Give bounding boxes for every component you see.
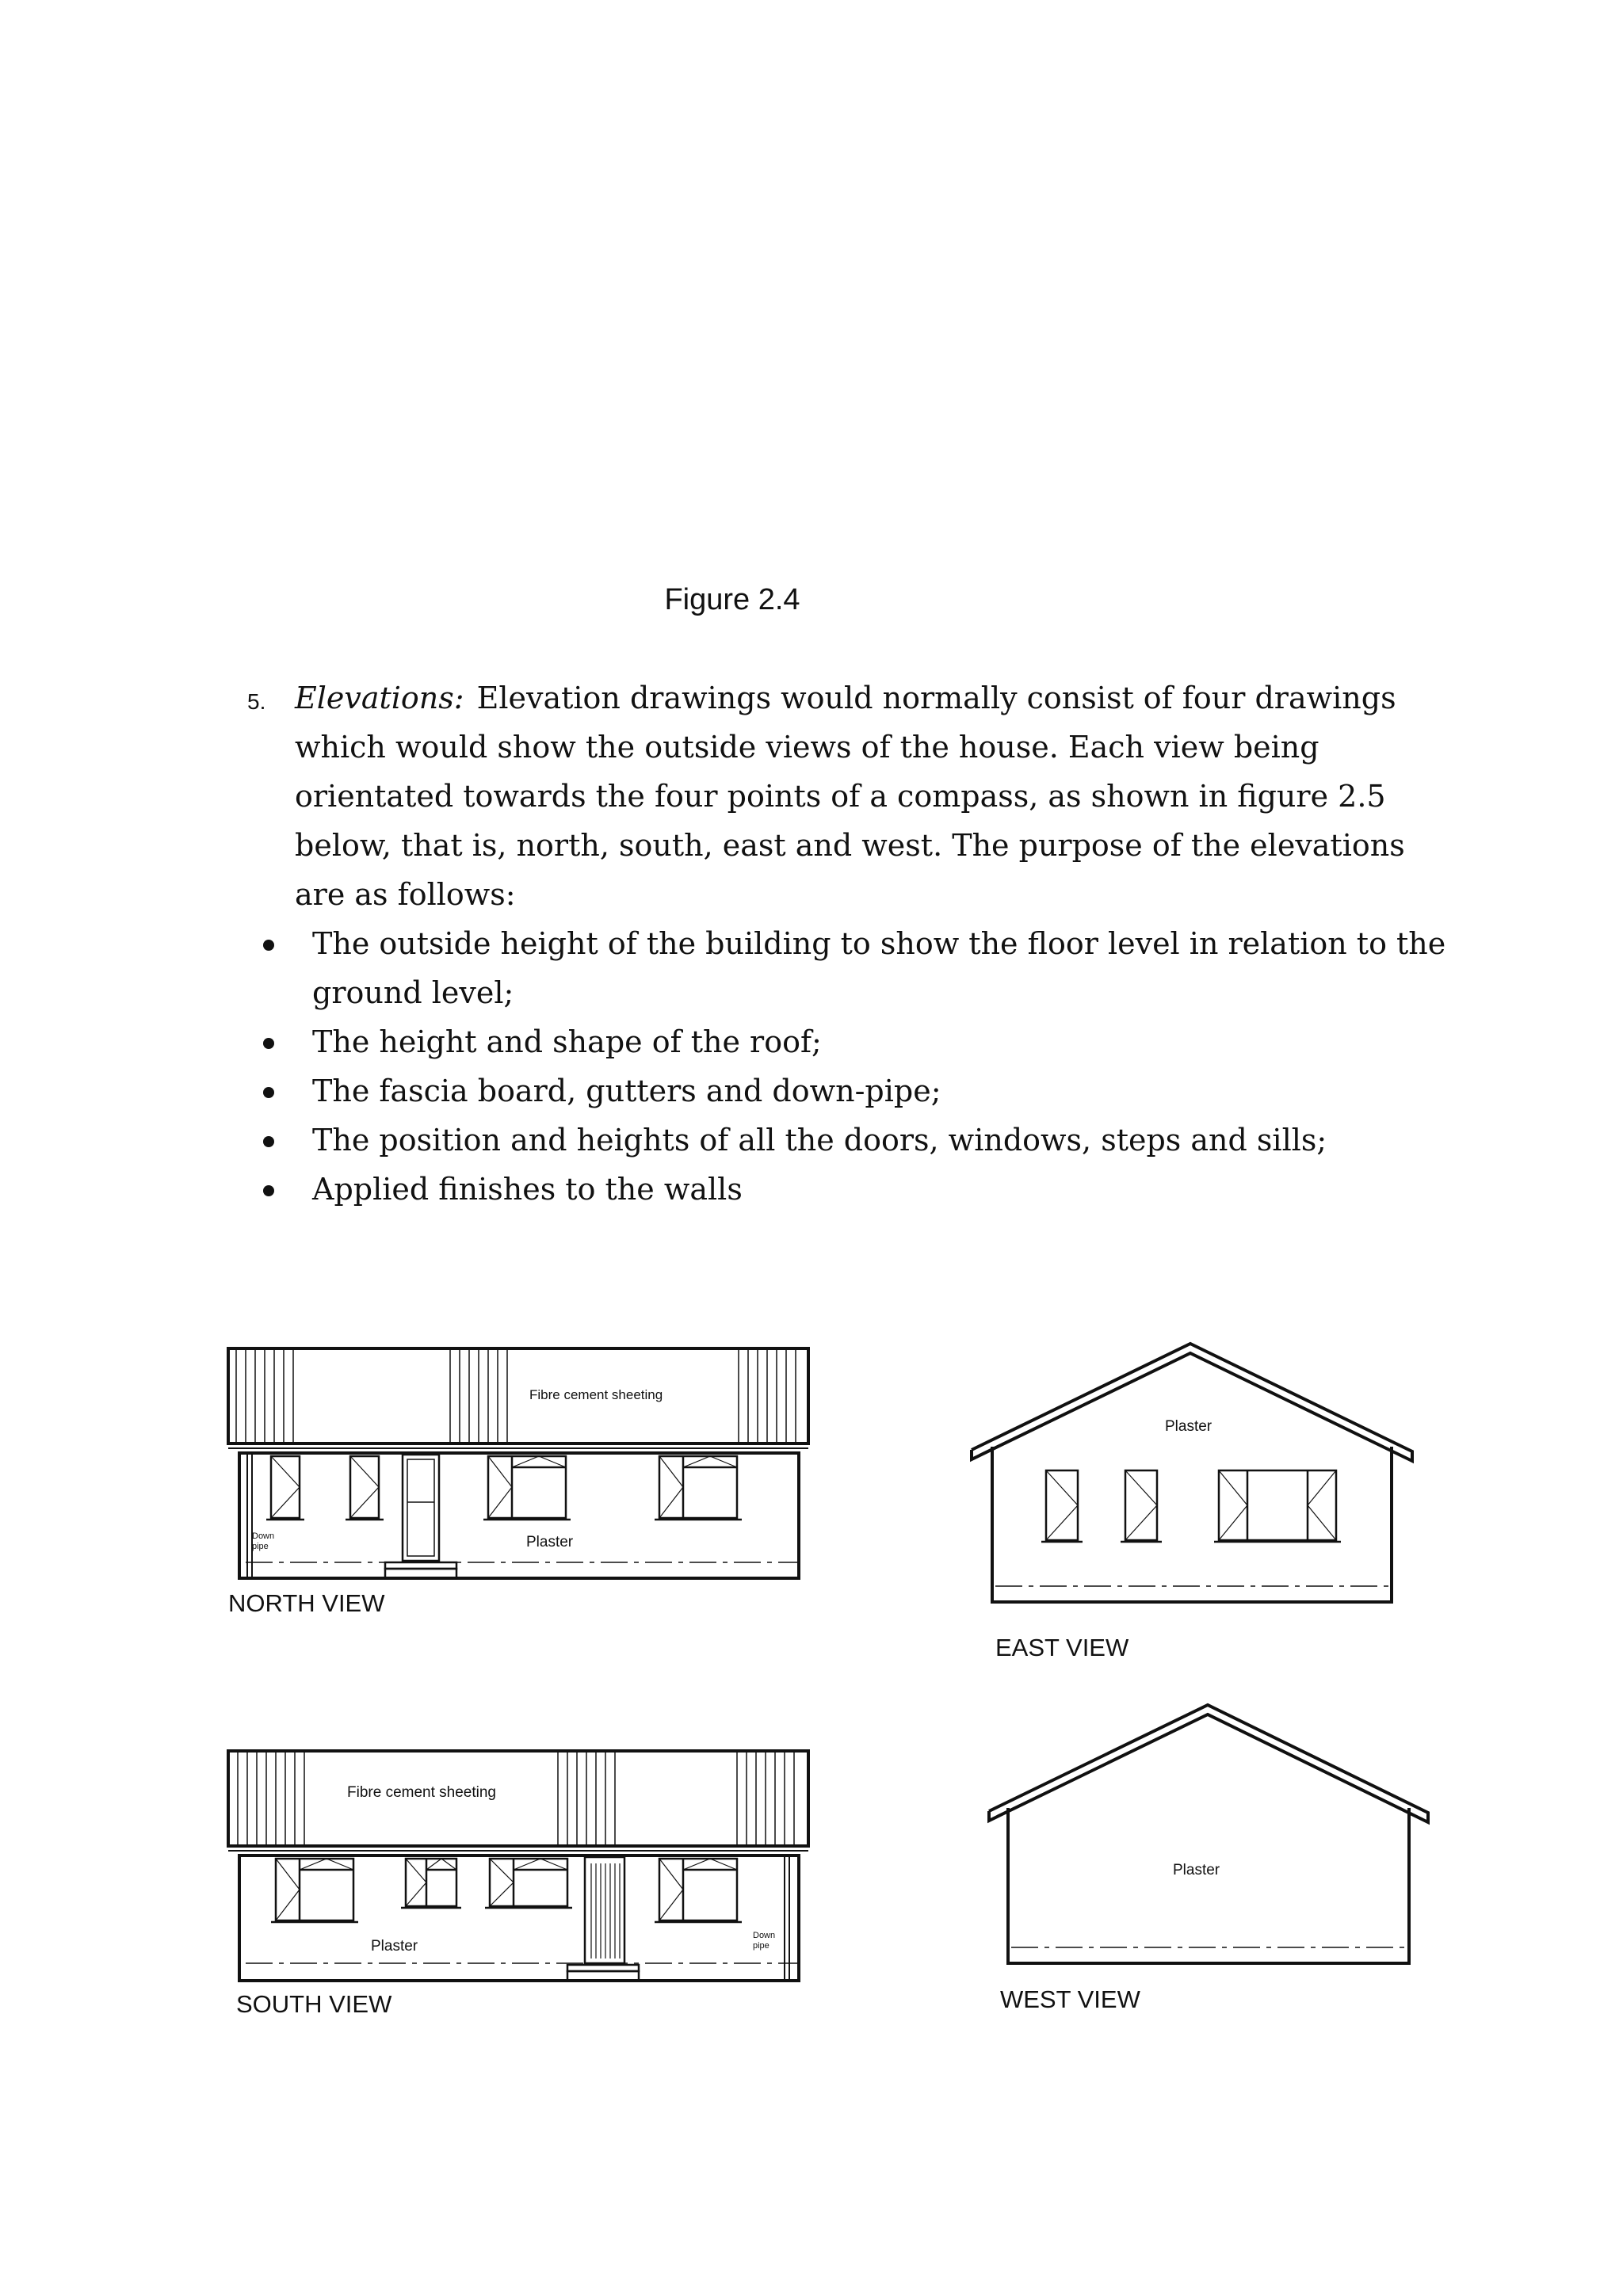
paragraph-line: which would show the outside views of the house. Each view being [295, 730, 1319, 765]
north-view-title: NORTH VIEW [228, 1589, 385, 1617]
south-elevation [228, 1751, 808, 1981]
south-roof-label: Fibre cement sheeting [347, 1784, 496, 1801]
bullet-text: ground level; [312, 975, 514, 1010]
paragraph-line: below, that is, north, south, east and west. The purpose of the elevations [295, 828, 1405, 863]
south-windows [271, 1859, 742, 1922]
north-roof-label: Fibre cement sheeting [529, 1387, 663, 1402]
south-roof-ribs [238, 1753, 794, 1844]
south-door [567, 1857, 639, 1981]
west-wall [1008, 1808, 1409, 1963]
south-view-title: SOUTH VIEW [236, 1990, 392, 2018]
west-wall-label: Plaster [1173, 1862, 1220, 1878]
east-roof [972, 1344, 1412, 1461]
north-wall-label: Plaster [526, 1534, 574, 1550]
north-downpipe-label: Down [252, 1531, 275, 1541]
bullet-text: The fascia board, gutters and down-pipe; [312, 1074, 941, 1108]
north-windows [266, 1456, 742, 1520]
south-downpipe-label: pipe [753, 1941, 769, 1951]
bullet-text: The height and shape of the roof; [312, 1024, 822, 1059]
south-roof [228, 1751, 808, 1851]
item-number: 5. [247, 689, 266, 714]
north-downpipe-label: pipe [252, 1542, 269, 1551]
west-roof [989, 1705, 1428, 1822]
paragraph-line: orientated towards the four points of a compass, as shown in figure 2.5 [295, 779, 1386, 814]
north-roof-ribs [236, 1350, 796, 1442]
east-view-title: EAST VIEW [995, 1634, 1129, 1661]
south-wall [239, 1855, 799, 1981]
east-wall-label: Plaster [1165, 1418, 1212, 1435]
bullet-text: Applied finishes to the walls [312, 1172, 743, 1207]
north-door [385, 1455, 456, 1578]
figure-caption: Figure 2.4 [664, 583, 800, 616]
west-elevation [989, 1705, 1428, 1963]
north-wall [239, 1453, 799, 1578]
bullet-text: The position and heights of all the doors, windows, steps and sills; [312, 1123, 1327, 1158]
paragraph-text: Elevation drawings would normally consist of four drawings [476, 681, 1396, 715]
north-roof [228, 1348, 808, 1448]
paragraph-line: are as follows: [295, 877, 516, 912]
south-wall-label: Plaster [371, 1938, 418, 1955]
east-elevation [972, 1344, 1412, 1602]
north-elevation [228, 1348, 808, 1578]
south-downpipe-label: Down [753, 1931, 776, 1940]
bullet-text: The outside height of the building to show the floor level in relation to the [312, 926, 1446, 961]
west-view-title: WEST VIEW [1000, 1985, 1140, 2013]
paragraph-lead-term: Elevations: [295, 681, 464, 715]
east-windows [1041, 1470, 1341, 1542]
